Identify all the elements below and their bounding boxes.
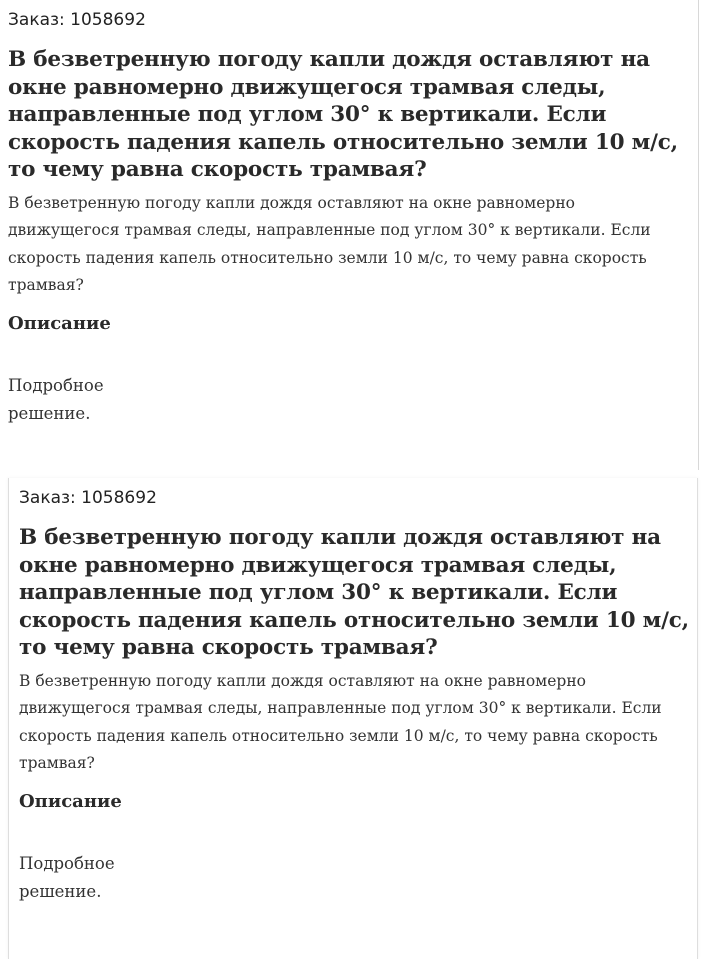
- order-number: Заказ: 1058692: [8, 10, 146, 30]
- order-card: [0, 0, 699, 470]
- problem-title: В безветренную погоду капли дождя оставляют на окне равномерно движущегося трамвая следы, направленные под углом 30° к вертикали. Если скорость падения капель относительно земли 10 м/с, то чему равна скорость трамвая?: [19, 525, 689, 660]
- description-text: Подробное решение.: [19, 853, 115, 901]
- problem-text: В безветренную погоду капли дождя оставляют на окне равномерно движущегося трамвая следы, направленные под углом 30° к вертикали. Если скорость падения капель относительно земли 10 м/с, то чему равна скорость трамвая?: [19, 671, 662, 772]
- problem-text: В безветренную погоду капли дождя оставляют на окне равномерно движущегося трамвая следы, направленные под углом 30° к вертикали. Если скорость падения капель относительно земли 10 м/с, то чему равна скорость трамвая?: [8, 193, 651, 294]
- order-card: [8, 478, 698, 959]
- problem-title: В безветренную погоду капли дождя оставляют на окне равномерно движущегося трамвая следы, направленные под углом 30° к вертикали. Если скорость падения капель относительно земли 10 м/с, то чему равна скорость трамвая?: [8, 47, 678, 182]
- description-heading: Описание: [19, 790, 122, 812]
- description-heading: Описание: [8, 312, 111, 334]
- order-number: Заказ: 1058692: [19, 488, 157, 508]
- description-text: Подробное решение.: [8, 375, 104, 423]
